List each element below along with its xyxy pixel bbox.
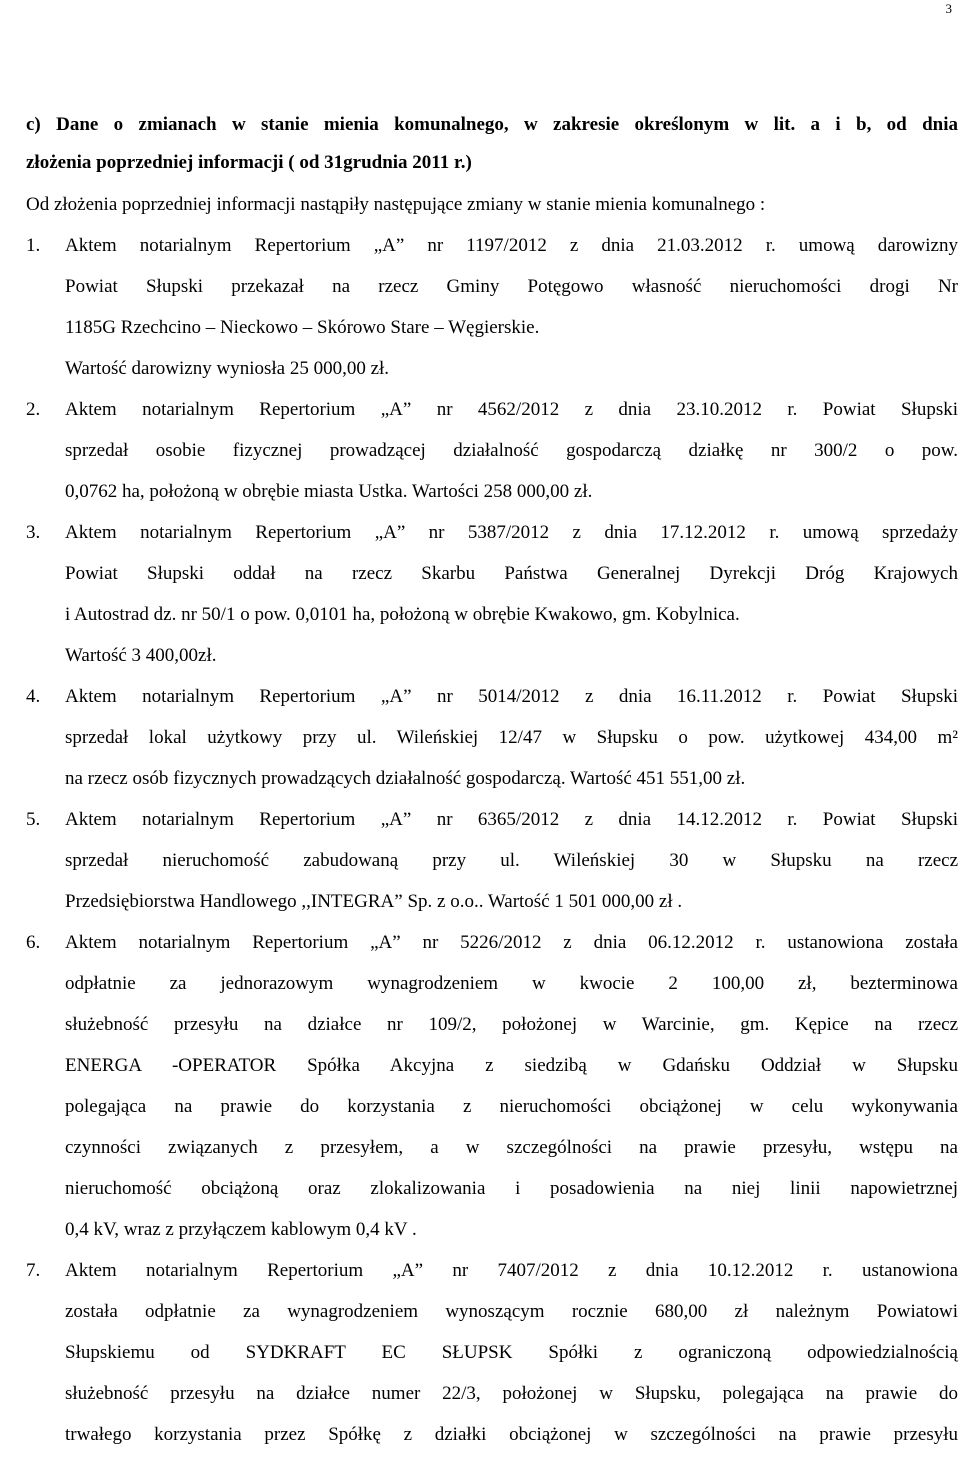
list-item-line: 0,0762 ha, położoną w obrębie miasta Ustka. Wartości 258 000,00 zł. <box>65 481 593 502</box>
list-item-line: Aktem notarialnym Repertorium „A” nr 5387/2012 z dnia 17.12.2012 r. umową sprzedaży <box>65 522 958 543</box>
list-item-line: Aktem notarialnym Repertorium „A” nr 5014/2012 z dnia 16.11.2012 r. Powiat Słupski <box>65 686 958 707</box>
list-item-line: polegająca na prawie do korzystania z nieruchomości obciążonej w celu wykonywania <box>65 1096 958 1117</box>
list-item <box>26 389 958 512</box>
list-item-line: Powiat Słupski przekazał na rzecz Gminy Potęgowo własność nieruchomości drogi Nr <box>65 276 958 297</box>
changes-list <box>26 225 958 1455</box>
list-item-number: 5. <box>26 809 41 830</box>
list-item-number: 6. <box>26 932 41 953</box>
list-item-line: sprzedał osobie fizycznej prowadzącej działalność gospodarczą działkę nr 300/2 o pow. <box>65 440 958 461</box>
page-number: 3 <box>945 1 952 16</box>
list-item-number: 4. <box>26 686 41 707</box>
heading-line-2: złożenia poprzedniej informacji ( od 31grudnia 2011 r.) <box>26 152 472 173</box>
list-item-number: 7. <box>26 1260 41 1281</box>
list-item-line: Słupskiemu od SYDKRAFT EC SŁUPSK Spółki z ograniczoną odpowiedzialnością <box>65 1342 958 1363</box>
list-item-line: Aktem notarialnym Repertorium „A” nr 1197/2012 z dnia 21.03.2012 r. umową darowizny <box>65 235 958 256</box>
document-body <box>26 106 958 1455</box>
list-item-line: Aktem notarialnym Repertorium „A” nr 7407/2012 z dnia 10.12.2012 r. ustanowiona <box>65 1260 958 1281</box>
list-item-value-line: Wartość 3 400,00zł. <box>65 645 217 666</box>
list-item-line: została odpłatnie za wynagrodzeniem wynoszącym rocznie 680,00 zł należnym Powiatowi <box>65 1301 958 1322</box>
list-item-line: służebność przesyłu na działce nr 109/2, położonej w Warcinie, gm. Kępice na rzecz <box>65 1014 958 1035</box>
list-item-number: 1. <box>26 235 41 256</box>
list-item-line: Powiat Słupski oddał na rzecz Skarbu Państwa Generalnej Dyrekcji Dróg Krajowych <box>65 563 958 584</box>
section-heading <box>26 106 958 182</box>
list-item <box>26 676 958 799</box>
list-item <box>26 922 958 1250</box>
list-item <box>26 225 958 389</box>
intro-paragraph: Od złożenia poprzedniej informacji nastąpiły następujące zmiany w stanie mienia komunalnego : <box>26 194 766 215</box>
list-item-line: ENERGA -OPERATOR Spółka Akcyjna z siedzibą w Gdańsku Oddział w Słupsku <box>65 1055 958 1076</box>
list-item-line: Aktem notarialnym Repertorium „A” nr 4562/2012 z dnia 23.10.2012 r. Powiat Słupski <box>65 399 958 420</box>
list-item-line: Przedsiębiorstwa Handlowego ,,INTEGRA” Sp. z o.o.. Wartość 1 501 000,00 zł . <box>65 891 683 912</box>
list-item <box>26 799 958 922</box>
list-item-line: sprzedał nieruchomość zabudowaną przy ul. Wileńskiej 30 w Słupsku na rzecz <box>65 850 958 871</box>
list-item-line: 1185G Rzechcino – Nieckowo – Skórowo Stare – Węgierskie. <box>65 317 540 338</box>
list-item-line: 0,4 kV, wraz z przyłączem kablowym 0,4 kV . <box>65 1219 417 1240</box>
list-item-line: odpłatnie za jednorazowym wynagrodzeniem w kwocie 2 100,00 zł, bezterminowa <box>65 973 958 994</box>
list-item-line: Aktem notarialnym Repertorium „A” nr 5226/2012 z dnia 06.12.2012 r. ustanowiona została <box>65 932 958 953</box>
list-item <box>26 512 958 676</box>
list-item-value-line: Wartość darowizny wyniosła 25 000,00 zł. <box>65 358 390 379</box>
list-item-line: trwałego korzystania przez Spółkę z działki obciążonej w szczególności na prawie przesyłu <box>65 1424 958 1445</box>
heading-line-1: c) Dane o zmianach w stanie mienia komunalnego, w zakresie określonym w lit. a i b, od dnia <box>26 114 958 135</box>
list-item-line: na rzecz osób fizycznych prowadzących działalność gospodarczą. Wartość 451 551,00 zł. <box>65 768 746 789</box>
list-item-line: sprzedał lokal użytkowy przy ul. Wileńskiej 12/47 w Słupsku o pow. użytkowej 434,00 m² <box>65 727 958 748</box>
list-item-line: Aktem notarialnym Repertorium „A” nr 6365/2012 z dnia 14.12.2012 r. Powiat Słupski <box>65 809 958 830</box>
list-item-number: 2. <box>26 399 41 420</box>
list-item-line: nieruchomość obciążoną oraz zlokalizowania i posadowienia na niej linii napowietrznej <box>65 1178 958 1199</box>
list-item <box>26 1250 958 1455</box>
list-item-line: czynności związanych z przesyłem, a w szczególności na prawie przesyłu, wstępu na <box>65 1137 958 1158</box>
list-item-number: 3. <box>26 522 41 543</box>
list-item-line: służebność przesyłu na działce numer 22/3, położonej w Słupsku, polegająca na prawie do <box>65 1383 958 1404</box>
list-item-line: i Autostrad dz. nr 50/1 o pow. 0,0101 ha, położoną w obrębie Kwakowo, gm. Kobylnica. <box>65 604 740 625</box>
